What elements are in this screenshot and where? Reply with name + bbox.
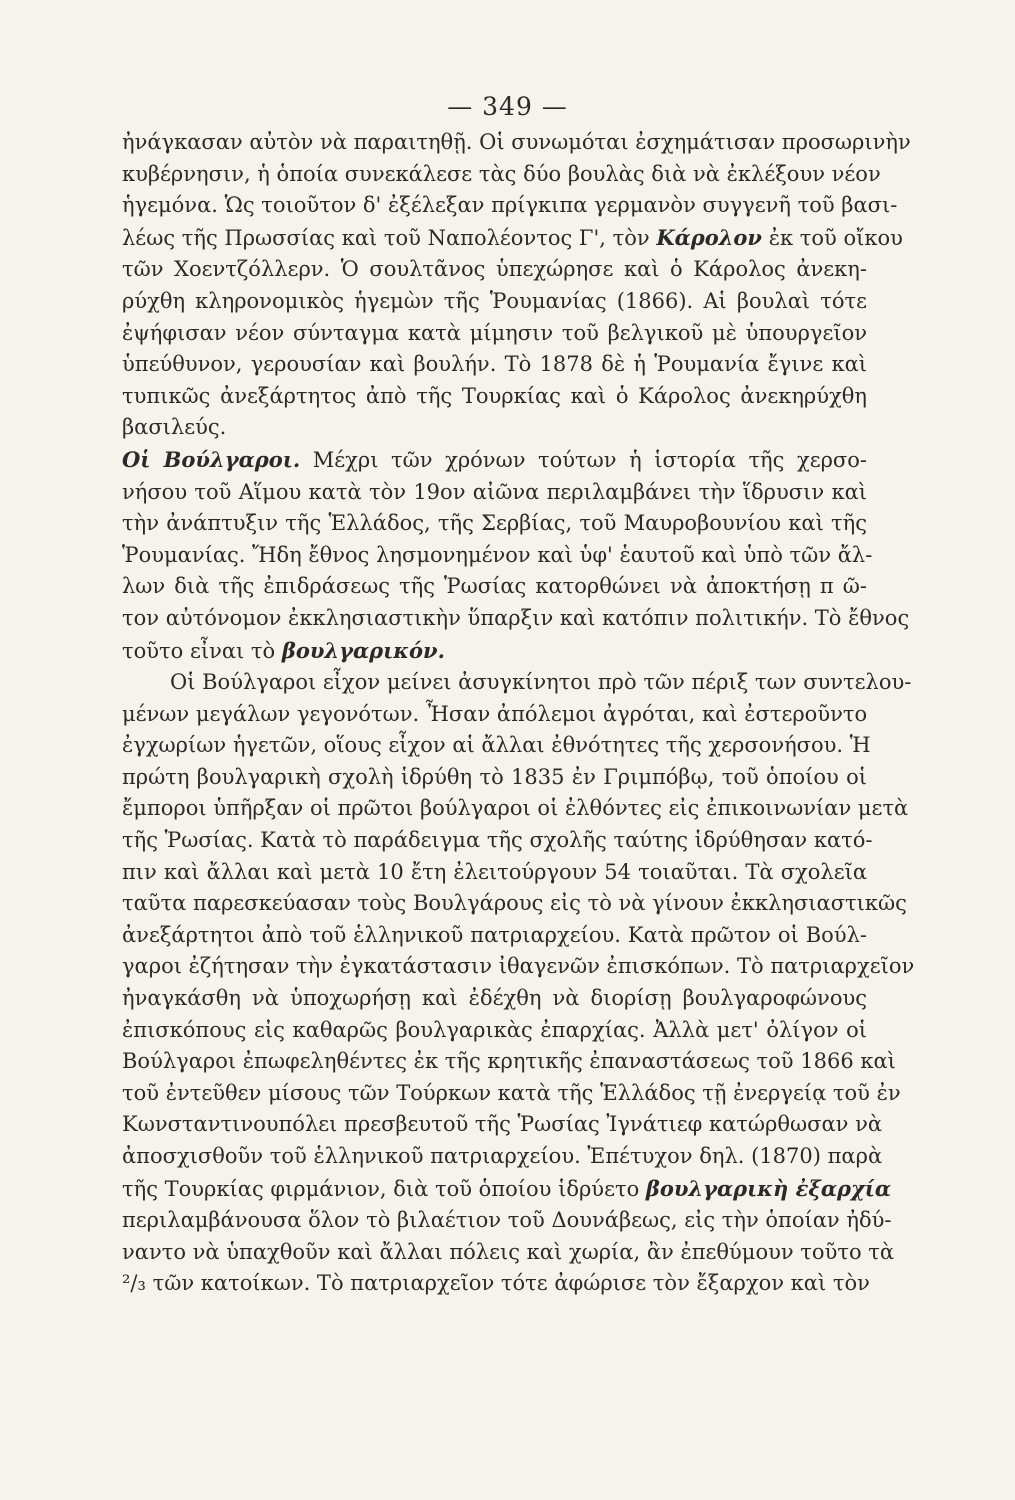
text-line: ὑπεύθυνον, γερουσίαν καὶ βουλήν. Τὸ 1878 δὲ ἡ Ῥουμανία ἔγινε καὶ [122,352,867,377]
text-line: μένων μεγάλων γεγονότων. Ἦσαν ἀπόλεμοι ἀγρόται, καὶ ἐστεροῦντο [122,701,868,726]
text-line: ἀνεξάρτητοι ἀπὸ τοῦ ἑλληνικοῦ πατριαρχείου. Κατὰ πρῶτον οἱ Βούλ- [122,922,867,947]
text-line: τοῦ ἐντεῦθεν μίσους τῶν Τούρκων κατὰ τῆς Ἑλλάδος τῇ ἐνεργείᾳ τοῦ ἐν [122,1080,901,1105]
text-line: ἐψήφισαν νέον σύνταγμα κατὰ μίμησιν τοῦ βελγικοῦ μὲ ὑπουργεῖον [122,320,867,345]
paragraph-bulgarian-schools [122,667,915,1300]
text-line: Οἱ Βούλγαροι εἶχον μείνει ἀσυγκίνητοι πρὸ τῶν πέριξ των συντελου- [170,670,912,695]
text-line: νήσου τοῦ Αἵμου κατὰ τὸν 19ον αἰῶνα περιλαμβάνει τὴν ἵδρυσιν καὶ [122,479,867,504]
text-line: ναντο νὰ ὑπαχθοῦν καὶ ἄλλαι πόλεις καὶ χωρία, ἂν ἐπεθύμουν τοῦτο τὰ [122,1239,895,1264]
text-line: ἠναγκάσθη νὰ ὑποχωρήσῃ καὶ ἐδέχθη νὰ διορίσῃ βουλγαροφώνους [122,986,867,1011]
text-line: ἀποσχισθοῦν τοῦ ἑλληνικοῦ πατριαρχείου. Ἐπέτυχον δηλ. (1870) παρὰ [122,1144,883,1168]
text-segment: τοῦτο εἶναι τὸ [122,638,276,663]
text-segment: ἐκ τοῦ οἴκου [768,225,903,250]
text-line: ἡγεμόνα. Ὡς τοιοῦτον δ' ἐξέλεξαν πρίγκιπα γερμανὸν συγγενῆ τοῦ βασι- [122,193,898,218]
page-number: — 349 — [447,92,568,121]
text-line-heading [122,444,867,477]
text-line: περιλαμβάνουσα ὅλον τὸ βιλαέτιον τοῦ Δουνάβεως, εἰς τὴν ὁποίαν ἠδύ- [122,1208,892,1233]
text-segment: λέως τῆς Πρωσσίας καὶ τοῦ Ναπολέοντος Γ', τὸν [122,225,650,250]
text-line: κυβέρνησιν, ἡ ὁποία συνεκάλεσε τὰς δύο βουλὰς διὰ νὰ ἐκλέξουν νέον [122,161,881,186]
text-line: ²/₃ τῶν κατοίκων. Τὸ πατριαρχεῖον τότε ἀφώρισε τὸν ἔξαρχον καὶ τὸν [122,1271,870,1296]
emphasis-bulgarian: βουλγαρικόν. [281,637,445,663]
text-line-exarchate [122,1173,892,1206]
text-line: Κωνσταντινουπόλει πρεσβευτοῦ τῆς Ῥωσίας Ἰγνάτιεφ κατώρθωσαν νὰ [122,1112,883,1137]
text-line: τυπικῶς ἀνεξάρτητος ἀπὸ τῆς Τουρκίας καὶ ὁ Κάρολος ἀνεκηρύχθη [122,383,867,408]
emphasis-karolos: Κάρολον [656,224,762,250]
text-line: βασιλεύς. [122,415,227,440]
text-line: τον αὐτόνομον ἐκκλησιαστικὴν ὕπαρξιν καὶ κατόπιν πολιτικήν. Τὸ ἔθνος [122,605,910,630]
text-line: ρύχθη κληρονομικὸς ἡγεμὼν τῆς Ῥουμανίας (1866). Αἱ βουλαὶ τότε [122,288,867,313]
paragraph-bulgarians-intro [122,444,910,667]
emphasis-exarchate: βουλγαρικὴ ἐξαρχία [645,1175,892,1201]
text-line: τῶν Χοεντζόλλερν. Ὁ σουλτᾶνος ὑπεχώρησε καὶ ὁ Κάρολος ἀνεκη- [122,257,867,282]
text-line: Βούλγαροι ἐπωφεληθέντες ἐκ τῆς κρητικῆς ἐπαναστάσεως τοῦ 1866 καὶ [122,1049,896,1074]
text-line: πιν καὶ ἄλλαι καὶ μετὰ 10 ἔτη ἐλειτούργουν 54 τοιαῦται. Τὰ σχολεῖα [122,859,867,884]
body-text [122,127,915,1300]
text-line: ταῦτα παρεσκεύασαν τοὺς Βουλγάρους εἰς τὸ νὰ γίνουν ἐκκλησιαστικῶς [122,891,907,916]
text-segment: Μέχρι τῶν χρόνων τούτων ἡ ἱστορία τῆς χερσο- [312,447,867,472]
text-line-karolos [122,222,903,255]
section-heading: Οἱ Βούλγαροι. [122,446,301,472]
text-line: Ῥουμανίας. Ἤδη ἔθνος λησμονημένον καὶ ὑφ' ἑαυτοῦ καὶ ὑπὸ τῶν ἄλ- [122,542,873,567]
paragraph-romania-end [122,127,911,444]
text-line: λων διὰ τῆς ἐπιδράσεως τῆς Ῥωσίας κατορθώνει νὰ ἀποκτήσῃ π ῶ- [122,574,867,599]
text-line: τῆς Ῥωσίας. Κατὰ τὸ παράδειγμα τῆς σχολῆς ταύτης ἱδρύθησαν κατό- [122,828,873,853]
text-segment: τῆς Τουρκίας φιρμάνιον, διὰ τοῦ ὁποίου ἱδρύετο [122,1176,640,1201]
text-line: πρώτη βουλγαρικὴ σχολὴ ἱδρύθη τὸ 1835 ἐν Γριμπόβῳ, τοῦ ὁποίου οἱ [122,764,867,789]
text-line: ἐπισκόπους εἰς καθαρῶς βουλγαρικὰς ἐπαρχίας. Ἀλλὰ μετ' ὀλίγον οἱ [122,1017,867,1042]
text-line: ἐγχωρίων ἡγετῶν, οἵους εἶχον αἱ ἄλλαι ἐθνότητες τῆς χερσονήσου. Ἡ [122,733,871,758]
text-line: γαροι ἐζήτησαν τὴν ἐγκατάστασιν ἰθαγενῶν ἐπισκόπων. Τὸ πατριαρχεῖον [122,954,915,979]
text-line: ἠνάγκασαν αὐτὸν νὰ παραιτηθῇ. Οἱ συνωμόται ἐσχημάτισαν προσωρινὴν [122,130,911,154]
text-line-bulgarian [122,635,867,668]
text-line: ἔμποροι ὑπῆρξαν οἱ πρῶτοι βούλγαροι οἱ ἐλθόντες εἰς ἐπικοινωνίαν μετὰ [122,796,909,821]
text-line: τὴν ἀνάπτυξιν τῆς Ἑλλάδος, τῆς Σερβίας, τοῦ Μαυροβουνίου καὶ τῆς [122,511,867,536]
